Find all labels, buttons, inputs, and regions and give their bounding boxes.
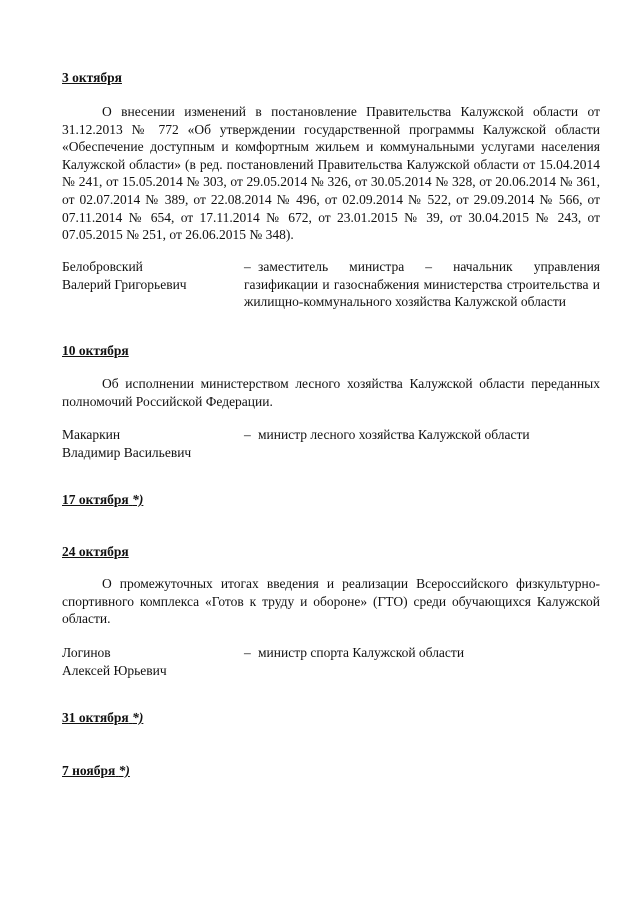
- agenda-item-text: О внесении изменений в постановление Правительства Калужской области от 31.12.2013 № 772 «Об утверждении государственной программы Калужской области «Обеспечение доступным и комфортным жильем и коммунальными услугами населения Калужской области» (в ред. постановлений Правительства Калужской области от 15.04.2014 № 241, от 15.05.2014 № 303, от 29.05.2014 № 326, от 30.05.2014 № 328, от 20.06.2014 № 361, от 02.07.2014 № 389, от 22.08.2014 № 496, от 02.09.2014 № 522, от 29.09.2014 № 566, от 07.11.2014 № 654, от 17.11.2014 № 672, от 23.01.2015 № 39, от 30.04.2015 № 243, от 07.05.2015 № 251, от 26.06.2015 № 348).: [62, 104, 600, 243]
- footnote-mark: *): [118, 763, 130, 778]
- date-heading-oct-3: [62, 70, 122, 86]
- date-text: 7 ноября: [62, 763, 116, 778]
- speaker-given-name: Валерий Григорьевич: [62, 276, 187, 292]
- agenda-item-text: Об исполнении министерством лесного хозяйства Калужской области переданных полномочий Российской Федерации.: [62, 376, 600, 409]
- speaker-name: [62, 644, 242, 679]
- role-dash: –: [244, 259, 251, 274]
- speaker-surname: Белобровский: [62, 259, 143, 274]
- speaker-name: [62, 258, 242, 293]
- date-heading-oct-24: [62, 544, 129, 560]
- date-text: 10 октября: [62, 343, 129, 358]
- date-text: 31 октября: [62, 710, 129, 725]
- speaker-given-name: Алексей Юрьевич: [62, 662, 167, 678]
- speaker-role: [244, 258, 600, 311]
- speaker-surname: Макаркин: [62, 427, 121, 442]
- speaker-role-text: министр лесного хозяйства Калужской области: [258, 427, 530, 442]
- speaker-role: [244, 426, 600, 444]
- speaker-role-text: заместитель министра – начальник управления газификации и газоснабжения министерства строительства и жилищно-коммунального хозяйства Калужской области: [244, 259, 600, 310]
- speaker-surname: Логинов: [62, 645, 111, 660]
- speaker-role: [244, 644, 600, 662]
- speaker-role-text: министр спорта Калужской области: [258, 645, 465, 660]
- agenda-item-text: О промежуточных итогах введения и реализации Всероссийского физкультурно-спортивного комплекса «Готов к труду и обороне» (ГТО) среди обучающихся Калужской области.: [62, 576, 600, 627]
- date-text: 24 октября: [62, 544, 129, 559]
- date-text: 17 октября: [62, 492, 129, 507]
- date-heading-oct-17: [62, 492, 143, 508]
- date-heading-nov-7: [62, 763, 130, 779]
- footnote-mark: *): [132, 492, 144, 507]
- speaker-name: [62, 426, 242, 461]
- speaker-given-name: Владимир Васильевич: [62, 444, 192, 460]
- role-dash: –: [244, 645, 251, 660]
- footnote-mark: *): [132, 710, 144, 725]
- role-dash: –: [244, 427, 251, 442]
- date-text: 3 октября: [62, 70, 122, 85]
- date-heading-oct-31: [62, 710, 143, 726]
- date-heading-oct-10: [62, 343, 129, 359]
